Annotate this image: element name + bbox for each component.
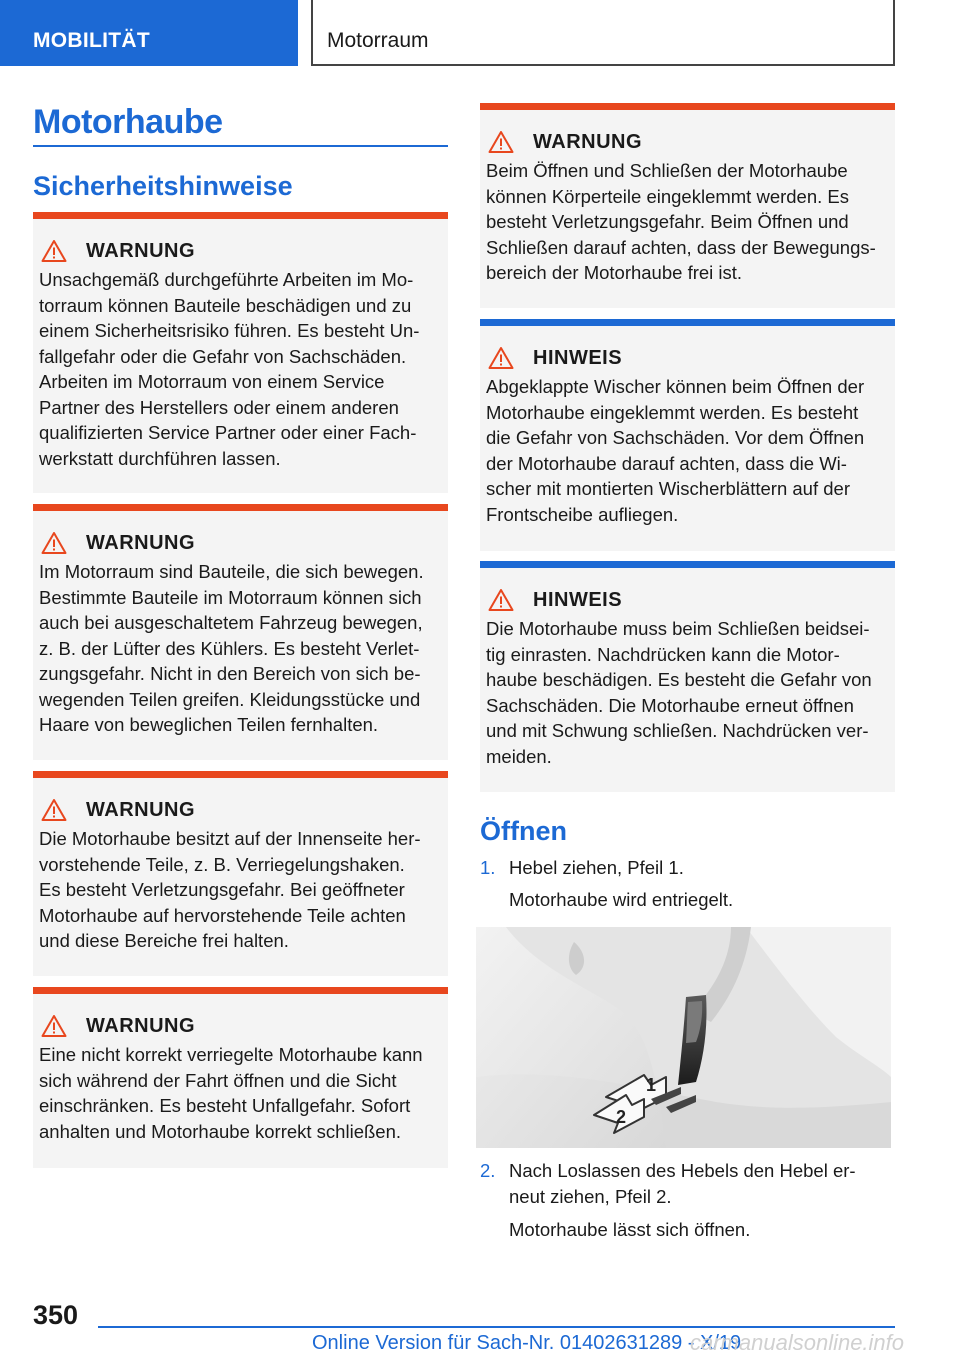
warning-box <box>33 212 448 493</box>
hood-release-lever-figure <box>476 927 891 1148</box>
notice-text: Die Motorhaube muss beim Schließen beidsei- tig einrasten. Nachdrücken kann die Motor- haube beschädigen. Es besteht die Gefahr von Sachschäden. Die Motorhaube erneut öffnen und mit Schwung schließen. Nachdrücken ver- meiden. <box>486 618 872 767</box>
chapter-title: Motorraum <box>311 0 895 66</box>
warning-text: Unsachgemäß durchgeführte Arbeiten im Mo- torraum können Bauteile beschädigen und zu einem Sicherheitsrisiko führen. Es besteht Un- fallgefahr oder die Gefahr von Sachschäden. Arbeiten im Motorraum von einem Service Partner des Herstellers oder einem anderen qualifizierten Service Partner oder einer Fach- werkstatt durchführen lassen. <box>39 269 420 469</box>
warning-triangle-icon <box>488 588 514 612</box>
notice-text: Abgeklappte Wischer können beim Öffnen der Motorhaube eingeklemmt werden. Es besteht die Gefahr von Sachschäden. Vor dem Öffnen der Motorhaube darauf achten, dass die Wi- scher mit montierten Wischerblättern auf der Frontscheibe aufliegen. <box>486 376 865 525</box>
warning-text: Die Motorhaube besitzt auf der Innenseite her- vorstehende Teile, z. B. Verriegelungshaken. Es besteht Verletzungsgefahr. Bei geöffneter Motorhaube auf hervorstehende Teile achten und diese Bereiche frei halten. <box>39 828 421 951</box>
warning-title: WARNUNG <box>39 796 440 824</box>
watermark: carmanualsonline.info <box>690 1330 905 1355</box>
safety-heading: Sicherheitshinweise <box>33 171 293 201</box>
step-result: Motorhaube wird entriegelt. <box>509 889 734 910</box>
title-divider <box>33 145 448 147</box>
arrow-label-1: 1 <box>646 1075 657 1095</box>
warning-text: Eine nicht korrekt verriegelte Motorhaube kann sich während der Fahrt öffnen und die Sicht einschränken. Es besteht Unfallgefahr. Sofort anhalten und Motorhaube korrekt schließen. <box>39 1044 423 1142</box>
step-number: 1. <box>480 857 496 878</box>
warning-title: WARNUNG <box>39 237 440 265</box>
notice-box <box>480 319 895 551</box>
notice-title: HINWEIS <box>486 344 887 372</box>
footer-divider <box>98 1326 895 1328</box>
notice-box <box>480 561 895 792</box>
hood-release-illustration <box>476 927 891 1148</box>
warning-box <box>480 103 895 308</box>
page-number: 350 <box>33 1300 79 1330</box>
warning-triangle-icon <box>41 1014 67 1038</box>
notice-title: HINWEIS <box>486 586 887 614</box>
opening-heading: Öffnen <box>480 816 567 846</box>
warning-title: WARNUNG <box>486 128 887 156</box>
warning-triangle-icon <box>41 239 67 263</box>
page-header <box>0 0 960 66</box>
warning-triangle-icon <box>41 531 67 555</box>
warning-triangle-icon <box>488 346 514 370</box>
warning-title: WARNUNG <box>39 529 440 557</box>
page-title: Motorhaube <box>33 103 223 141</box>
warning-box <box>33 771 448 976</box>
warning-box <box>33 987 448 1168</box>
list-item <box>480 855 895 915</box>
section-tab: MOBILITÄT <box>0 0 298 66</box>
step-text: Nach Loslassen des Hebels den Hebel er- neut ziehen, Pfeil 2. <box>509 1160 856 1207</box>
footer-text: Online Version für Sach-Nr. 01402631289 - X/19 <box>312 1332 742 1354</box>
step-result: Motorhaube lässt sich öffnen. <box>509 1219 751 1240</box>
warning-text: Im Motorraum sind Bauteile, die sich bewegen. Bestimmte Bauteile im Motorraum können sich auch bei ausgeschaltetem Fahrzeug bewegen, z. B. der Lüfter des Kühlers. Es besteht Verlet- zungsgefahr. Nicht in den Bereich von sich be- wegenden Teilen greifen. Kleidungsstücke und Haare von beweglichen Teilen fernhalten. <box>39 561 424 735</box>
list-item <box>480 1158 895 1248</box>
arrow-label-2: 2 <box>616 1107 627 1127</box>
warning-title: WARNUNG <box>39 1012 440 1040</box>
step-text: Hebel ziehen, Pfeil 1. <box>509 857 684 878</box>
step-number: 2. <box>480 1160 496 1181</box>
warning-text: Beim Öffnen und Schließen der Motorhaube können Körperteile eingeklemmt werden. Es besteht Verletzungsgefahr. Beim Öffnen und Schließen darauf achten, dass der Bewegungs- bereich der Motorhaube frei ist. <box>486 160 876 283</box>
warning-box <box>33 504 448 760</box>
warning-triangle-icon <box>488 130 514 154</box>
warning-triangle-icon <box>41 798 67 822</box>
